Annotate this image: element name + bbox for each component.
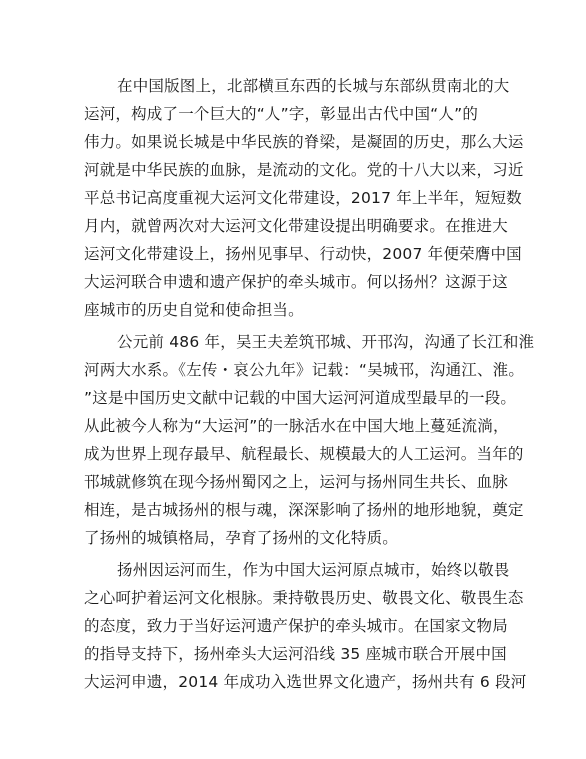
text-line: 运河文化带建设上，扬州见事早、行动快，2007 年便荣膺中国 bbox=[84, 245, 522, 263]
text-line: 河就是中华民族的血脉，是流动的文化。党的十八大以来，习近 bbox=[84, 161, 524, 179]
text-line: 成为世界上现存最早、航程最长、规模最大的人工运河。当年的 bbox=[84, 445, 524, 463]
text-line: 河两大水系。《左传・哀公九年》记载：“吴城邗，沟通江、淮。 bbox=[84, 361, 525, 379]
text-line: 之心呵护着运河文化根脉。秉持敬畏历史、敬畏文化、敬畏生态 bbox=[84, 589, 524, 607]
text-line: 大运河申遗，2014 年成功入选世界文化遗产，扬州共有 6 段河 bbox=[84, 673, 527, 691]
text-line: 伟力。如果说长城是中华民族的脊梁，是凝固的历史，那么大运 bbox=[84, 133, 524, 151]
text-line: 公元前 486 年，吴王夫差筑邗城、开邗沟，沟通了长江和淮 bbox=[117, 333, 535, 351]
text-line: 邗城就修筑在现今扬州蜀冈之上，运河与扬州同生共长、血脉 bbox=[84, 473, 508, 491]
text-line: 座城市的历史自觉和使命担当。 bbox=[84, 301, 304, 319]
text-line: 在中国版图上，北部横亘东西的长城与东部纵贯南北的大 bbox=[117, 77, 510, 95]
text-line: 运河，构成了一个巨大的“人”字，彰显出古代中国“人”的 bbox=[84, 105, 479, 123]
text-line: 扬州因运河而生，作为中国大运河原点城市，始终以敬畏 bbox=[117, 561, 510, 579]
text-line: ”这是中国历史文献中记载的中国大运河河道成型最早的一段。 bbox=[84, 389, 517, 407]
text-line: 从此被今人称为“大运河”的一脉活水在中国大地上蔓延流淌， bbox=[84, 417, 509, 435]
text-line: 大运河联合申遗和遗产保护的牵头城市。何以扬州？这源于这 bbox=[84, 273, 508, 291]
text-line: 相连，是古城扬州的根与魂，深深影响了扬州的地形地貌，奠定 bbox=[84, 501, 524, 519]
text-line: 的态度，致力于当好运河遗产保护的牵头城市。在国家文物局 bbox=[84, 617, 508, 635]
text-line: 月内，就曾两次对大运河文化带建设提出明确要求。在推进大 bbox=[84, 217, 508, 235]
text-line: 的指导支持下，扬州牵头大运河沿线 35 座城市联合开展中国 bbox=[84, 645, 507, 663]
text-line: 了扬州的城镇格局，孕育了扬州的文化特质。 bbox=[84, 529, 399, 547]
text-line: 平总书记高度重视大运河文化带建设，2017 年上半年，短短数 bbox=[84, 189, 522, 207]
